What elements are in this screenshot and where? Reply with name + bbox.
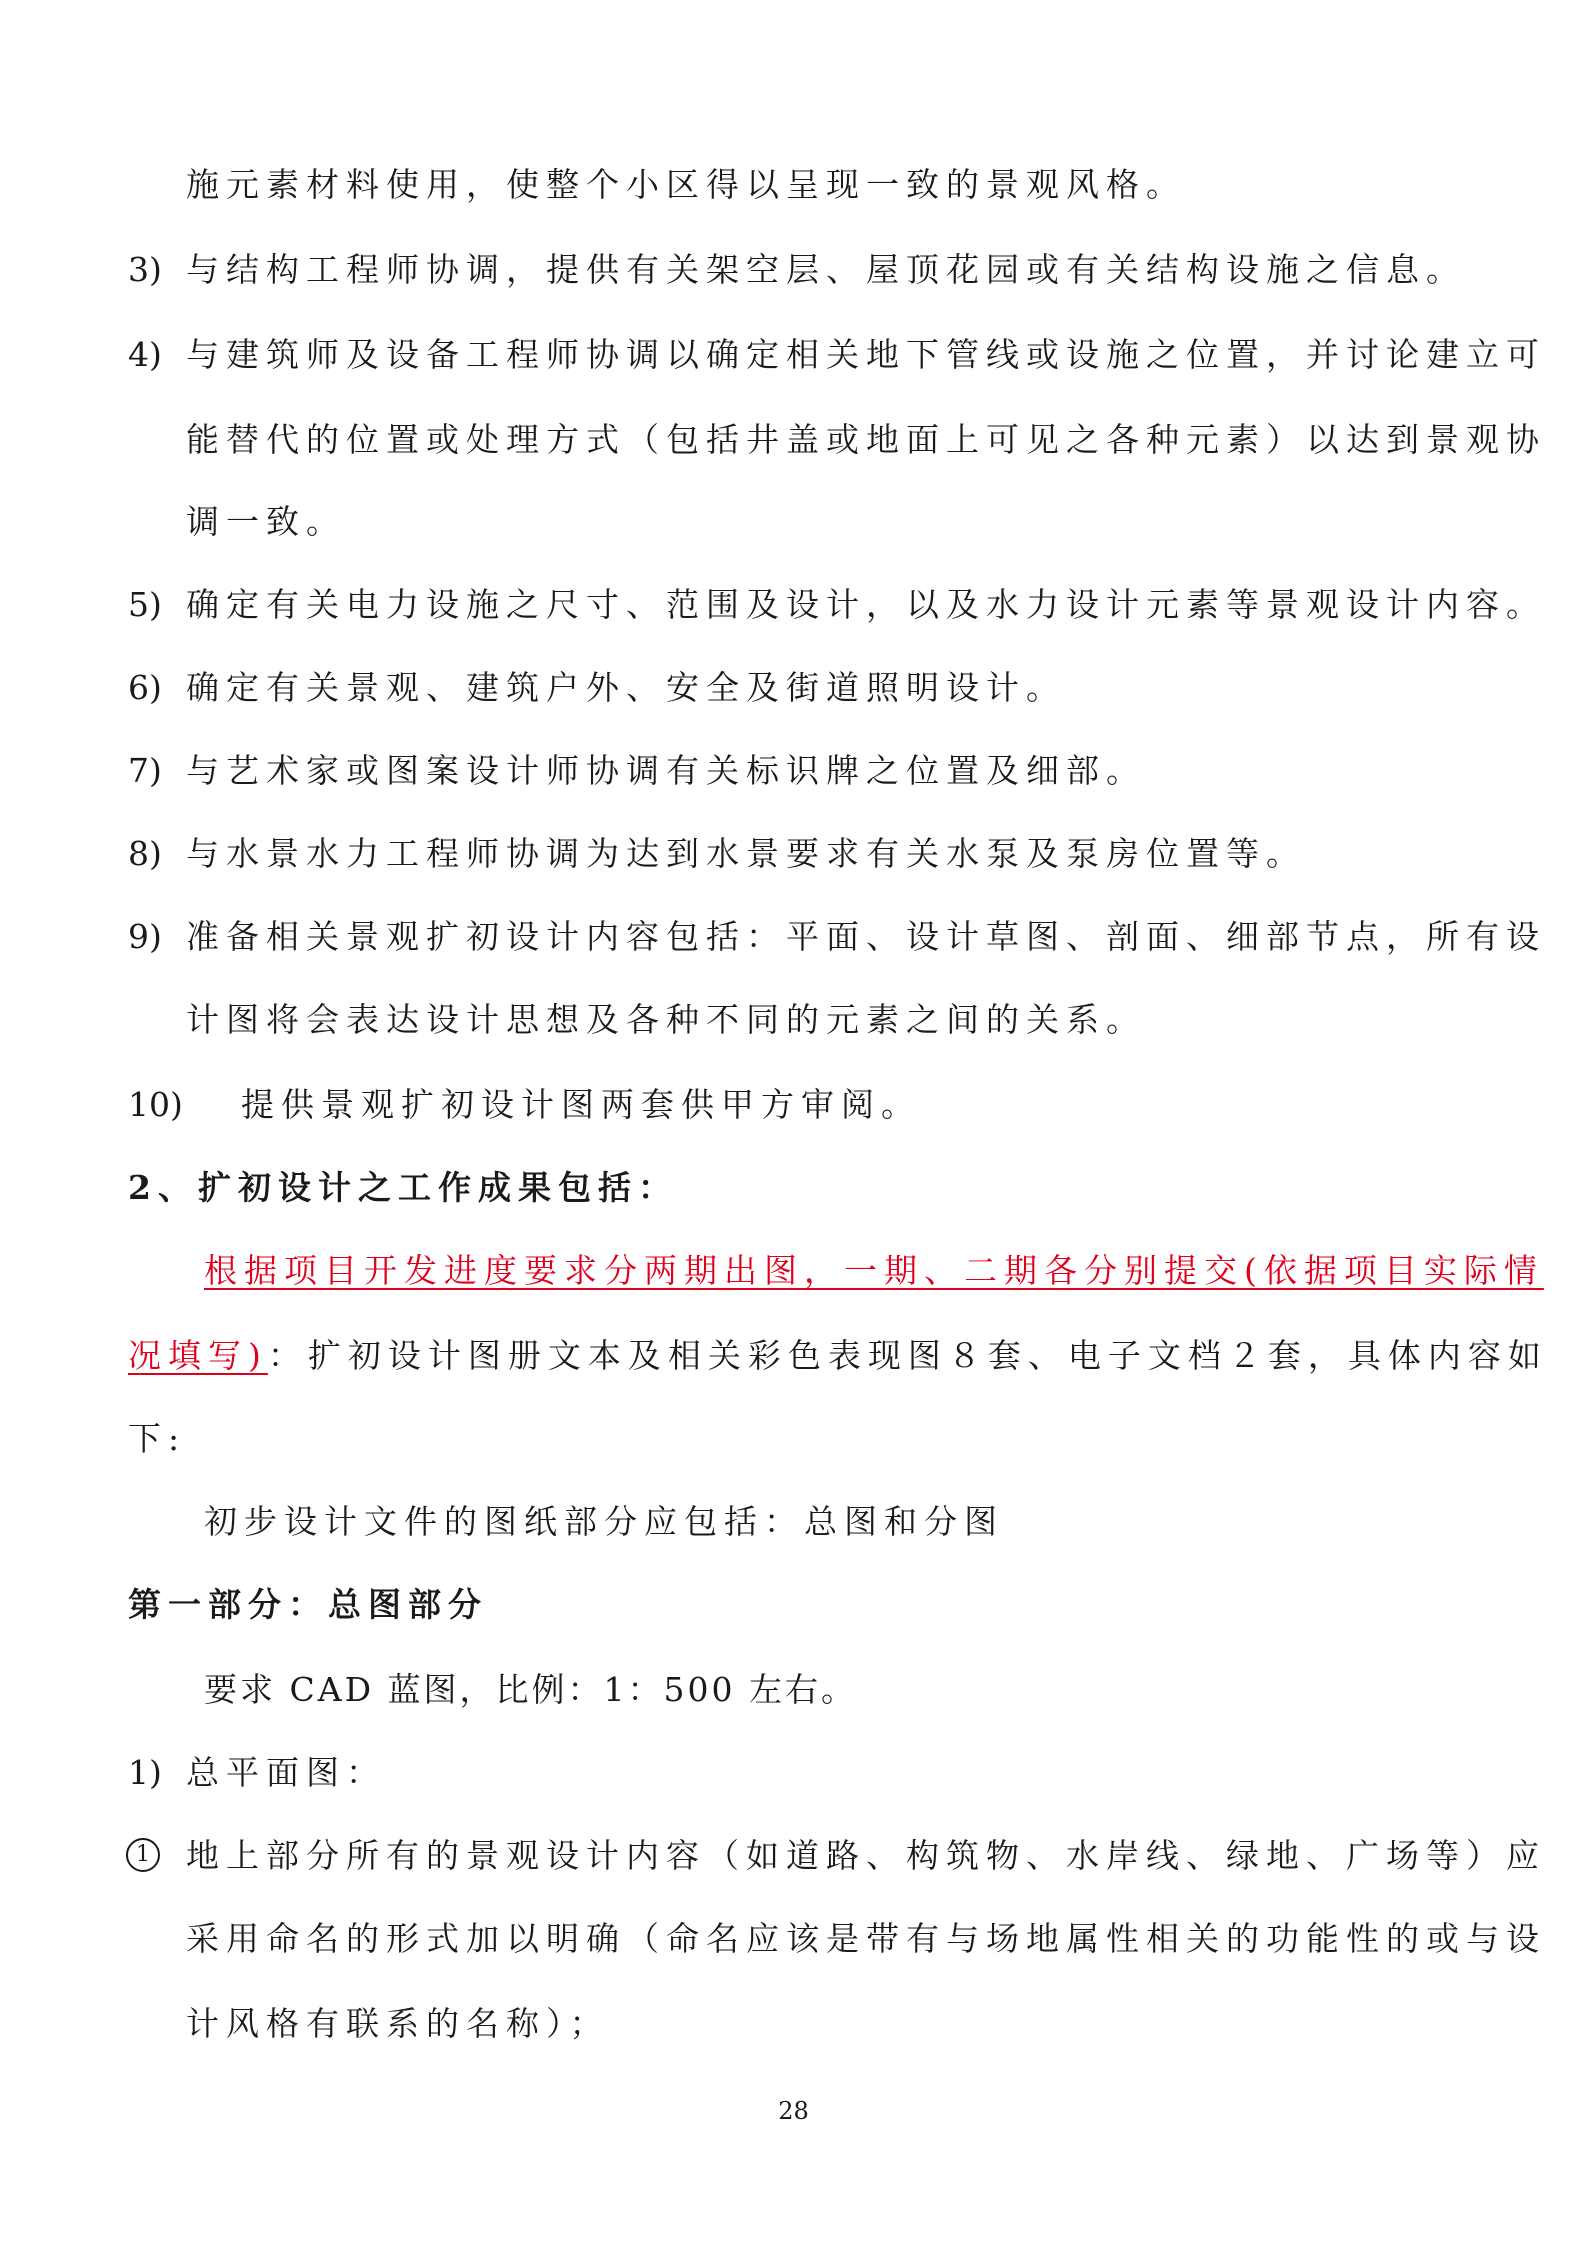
paragraph-line xyxy=(0,990,1587,1050)
line-text: 下: xyxy=(128,1419,187,1458)
paragraph-line xyxy=(0,410,1587,470)
list-number: 6) xyxy=(128,668,162,707)
line-text: 准备相关景观扩初设计内容包括：平面、设计草图、剖面、细部节点，所有设 xyxy=(186,917,1546,956)
line-text: 能替代的位置或处理方式（包括井盖或地面上可见之各种元素）以达到景观协 xyxy=(186,420,1546,459)
circled-list-item xyxy=(0,1826,1587,1886)
line-text: 与结构工程师协调，提供有关架空层、屋顶花园或有关结构设施之信息。 xyxy=(186,250,1466,289)
paragraph-line xyxy=(0,1994,1587,2054)
circled-number: 1 xyxy=(126,1838,160,1872)
list-number: 3) xyxy=(128,250,162,289)
list-number: 10) xyxy=(128,1085,183,1124)
line-text: ：扩初设计图册文本及相关彩色表现图８套、电子文档２套，具体内容如 xyxy=(267,1336,1548,1375)
list-item-8 xyxy=(0,824,1587,884)
list-item-10 xyxy=(0,1075,1587,1135)
paragraph-line xyxy=(0,1660,1587,1720)
paragraph-line xyxy=(0,1909,1587,1969)
line-text-wrapper xyxy=(128,1326,1548,1386)
list-number: 8) xyxy=(128,834,162,873)
paragraph-line xyxy=(0,492,1587,552)
highlighted-text: 况填写) xyxy=(128,1336,268,1375)
page-number: 28 xyxy=(778,2097,809,2125)
list-number: 1) xyxy=(128,1753,162,1792)
line-text: 采用命名的形式加以明确（命名应该是带有与场地属性相关的功能性的或与设 xyxy=(186,1919,1546,1958)
list-item-3 xyxy=(0,240,1587,300)
line-text: 确定有关景观、建筑户外、安全及街道照明设计。 xyxy=(186,668,1066,707)
paragraph-line xyxy=(0,1409,1587,1469)
list-item-4 xyxy=(0,325,1587,385)
line-text: 计风格有联系的名称）； xyxy=(186,2004,610,2043)
line-text: 初步设计文件的图纸部分应包括：总图和分图 xyxy=(204,1502,1004,1541)
line-text: 总平面图： xyxy=(186,1753,386,1792)
paragraph-line xyxy=(0,1492,1587,1552)
paragraph-line xyxy=(0,1326,1587,1386)
list-item-5 xyxy=(0,575,1587,635)
line-text: 调一致。 xyxy=(186,502,346,541)
heading-text: 第一部分：总图部分 xyxy=(128,1585,488,1624)
line-text: 地上部分所有的景观设计内容（如道路、构筑物、水岸线、绿地、广场等）应 xyxy=(186,1836,1546,1875)
heading-text: 2、扩初设计之工作成果包括： xyxy=(128,1168,678,1207)
list-item-6 xyxy=(0,658,1587,718)
list-item-1 xyxy=(0,1743,1587,1803)
list-number: 7) xyxy=(128,751,162,790)
section-heading xyxy=(0,1575,1587,1635)
list-number: 4) xyxy=(128,335,162,374)
line-text: 施元素材料使用，使整个小区得以呈现一致的景观风格。 xyxy=(186,165,1186,204)
list-number: 9) xyxy=(128,917,162,956)
list-number: 5) xyxy=(128,585,162,624)
list-item-7 xyxy=(0,741,1587,801)
line-text: 提供景观扩初设计图两套供甲方审阅。 xyxy=(241,1085,921,1124)
list-item-9 xyxy=(0,907,1587,967)
paragraph-line xyxy=(0,1241,1587,1301)
paragraph-line xyxy=(0,155,1587,215)
line-text: 与水景水力工程师协调为达到水景要求有关水泵及泵房位置等。 xyxy=(186,834,1306,873)
line-text: 与建筑师及设备工程师协调以确定相关地下管线或设施之位置，并讨论建立可 xyxy=(186,335,1546,374)
highlighted-text: 根据项目开发进度要求分两期出图，一期、二期各分别提交(依据项目实际情 xyxy=(204,1251,1544,1290)
line-text: 计图将会表达设计思想及各种不同的元素之间的关系。 xyxy=(186,1000,1146,1039)
section-heading xyxy=(0,1158,1587,1218)
line-text: 要求 CAD 蓝图，比例：1：500 左右。 xyxy=(204,1670,857,1709)
line-text: 确定有关电力设施之尺寸、范围及设计，以及水力设计元素等景观设计内容。 xyxy=(186,585,1546,624)
line-text: 与艺术家或图案设计师协调有关标识牌之位置及细部。 xyxy=(186,751,1146,790)
